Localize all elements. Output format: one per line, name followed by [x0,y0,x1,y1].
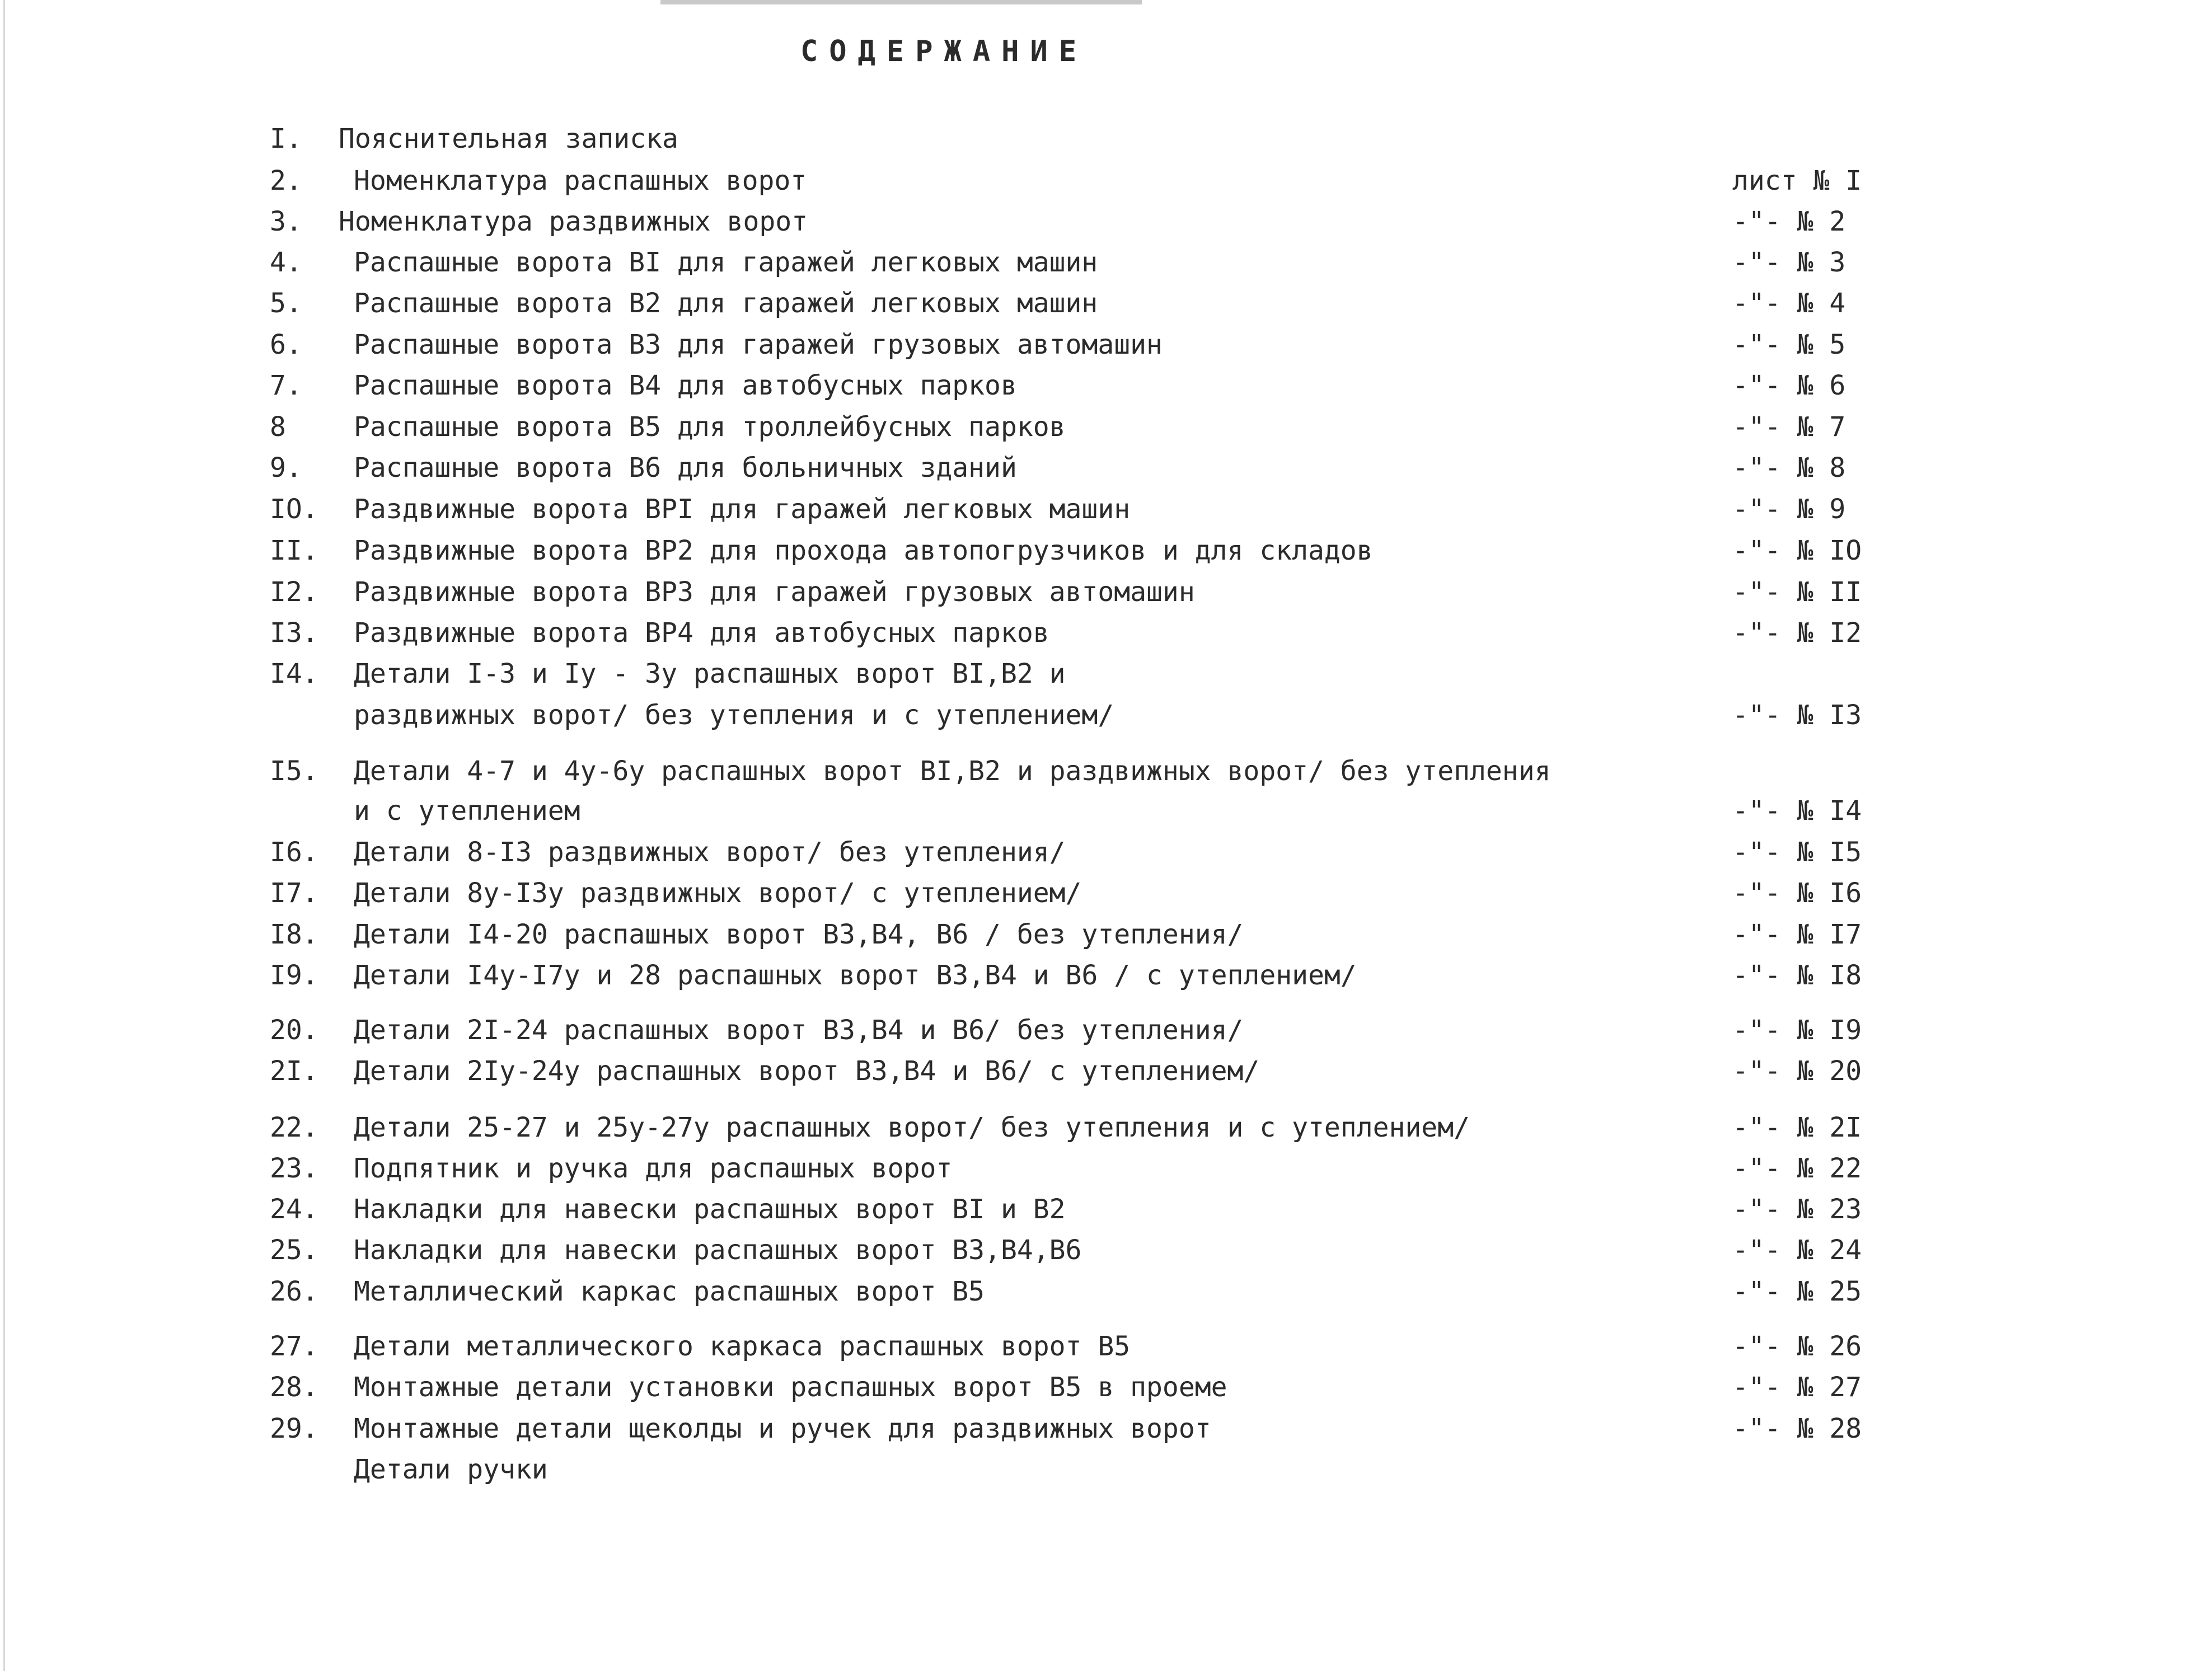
toc-entry [0,409,2212,445]
entry-number: 24. [270,1194,318,1225]
toc-entry-continuation [0,697,2212,734]
entry-text: Детали 4-7 и 4у-6у распашных ворот BI,B2 и раздвижных ворот/ без утепления [354,755,1551,787]
entry-number: 6. [270,329,302,360]
entry-sheet: -"- № 4 [1732,288,1846,319]
entry-sheet: -"- № 27 [1732,1372,1862,1403]
entry-sheet: -"- № I2 [1732,617,1862,649]
toc-entry [0,875,2212,912]
entry-number: 25. [270,1235,318,1266]
entry-text: Детали 8-I3 раздвижных ворот/ без утепления/ [354,837,1066,868]
entry-text: Детали 2I-24 распашных ворот B3,B4 и B6/ без утепления/ [354,1015,1244,1046]
toc-entry [0,162,2212,199]
toc-entry [0,244,2212,281]
entry-text: Распашные ворота B3 для гаражей грузовых автомашин [354,329,1163,360]
toc-entry [0,285,2212,322]
entry-text: Пояснительная записка [339,123,678,154]
toc-entry [0,367,2212,404]
entry-text: и с утеплением [354,795,580,827]
entry-number: I8. [270,919,318,950]
entry-number: 7. [270,370,302,401]
toc-entry [0,1012,2212,1049]
entry-number: 5. [270,288,302,319]
toc-entry [0,1328,2212,1365]
toc-entry-continuation [0,1451,2212,1488]
entry-text: Подпятник и ручка для распашных ворот [354,1153,953,1184]
toc-entry [0,532,2212,569]
entry-number: 29. [270,1413,318,1444]
entry-number: I7. [270,877,318,909]
entry-sheet: -"- № 2I [1732,1112,1862,1143]
entry-text: Детали 2Iу-24у распашных ворот B3,B4 и B6/ с утеплением/ [354,1055,1260,1087]
toc-entry [0,1232,2212,1269]
entry-text: Детали 8у-I3у раздвижных ворот/ с утеплением/ [354,877,1082,909]
toc-entry [0,326,2212,363]
entry-sheet: -"- № I3 [1732,700,1862,731]
entry-sheet: -"- № 5 [1732,329,1846,360]
toc-entry [0,916,2212,953]
entry-number: 26. [270,1276,318,1307]
entry-text: Монтажные детали установки распашных ворот B5 в проеме [354,1372,1227,1403]
toc-entry [0,1109,2212,1146]
entry-text: Монтажные детали щеколды и ручек для раздвижных ворот [354,1413,1211,1444]
entry-sheet: -"- № I9 [1732,1015,1862,1046]
entry-text: Распашные ворота B4 для автобусных парков [354,370,1017,401]
toc-entry [0,1191,2212,1228]
toc-entry [0,957,2212,994]
entry-text: Детали I-3 и Iу - 3у распашных ворот BI,B2 и [354,658,1066,689]
toc-entry [0,120,2212,157]
toc-entry-continuation [0,792,2212,829]
entry-text: Накладки для навески распашных ворот B3,B4,B6 [354,1235,1082,1266]
toc-entry [0,753,2212,790]
entry-number: I6. [270,837,318,868]
toc-entry [0,1053,2212,1090]
entry-sheet: -"- № 20 [1732,1055,1862,1087]
entry-number: I2. [270,576,318,608]
entry-sheet: -"- № I4 [1732,795,1862,827]
toc-entry [0,1273,2212,1310]
entry-sheet: -"- № 9 [1732,494,1846,525]
toc-entry [0,491,2212,528]
entry-sheet: -"- № I8 [1732,960,1862,991]
entry-number: 3. [270,206,302,237]
entry-number: I9. [270,960,318,991]
entry-text: раздвижных ворот/ без утепления и с утеплением/ [354,700,1114,731]
page-title: СОДЕРЖАНИЕ [800,35,1088,68]
entry-sheet: -"- № I7 [1732,919,1862,950]
toc-entry [0,1150,2212,1187]
entry-number: II. [270,535,318,566]
entry-text: Раздвижные ворота BP3 для гаражей грузовых автомашин [354,576,1195,608]
toc-entry [0,574,2212,611]
entry-sheet: -"- № 2 [1732,206,1846,237]
scan-top-mark [660,0,1142,4]
entry-sheet: -"- № 7 [1732,411,1846,443]
entry-text: Распашные ворота BI для гаражей легковых машин [354,247,1098,278]
entry-text: Номенклатура раздвижных ворот [339,206,808,237]
entry-number: 9. [270,452,302,484]
toc-entry [0,203,2212,240]
entry-text: Детали 25-27 и 25у-27у распашных ворот/ без утепления и с утеплением/ [354,1112,1470,1143]
entry-text: Распашные ворота B2 для гаражей легковых машин [354,288,1098,319]
entry-sheet: -"- № 8 [1732,452,1846,484]
entry-text: Раздвижные ворота BP4 для автобусных парков [354,617,1049,649]
entry-sheet: -"- № 25 [1732,1276,1862,1307]
entry-sheet: -"- № 26 [1732,1331,1862,1362]
entry-text: Распашные ворота B6 для больничных зданий [354,452,1017,484]
entry-number: I. [270,123,302,154]
entry-text: Распашные ворота B5 для троллейбусных парков [354,411,1066,443]
entry-sheet: -"- № 24 [1732,1235,1862,1266]
entry-sheet: -"- № 23 [1732,1194,1862,1225]
entry-number: I3. [270,617,318,649]
entry-sheet: -"- № 28 [1732,1413,1862,1444]
toc-entry [0,655,2212,692]
entry-number: 2. [270,165,302,196]
entry-number: I4. [270,658,318,689]
entry-text: Детали металлического каркаса распашных ворот B5 [354,1331,1131,1362]
toc-entry [0,449,2212,486]
entry-number: I5. [270,755,318,787]
entry-text: Раздвижные ворота BPI для гаражей легковых машин [354,494,1131,525]
entry-number: 8 [270,411,286,443]
entry-text: Металлический каркас распашных ворот B5 [354,1276,985,1307]
entry-number: 23. [270,1153,318,1184]
entry-sheet: лист № I [1732,165,1862,196]
toc-entry [0,614,2212,651]
entry-sheet: -"- № 22 [1732,1153,1862,1184]
entry-text: Накладки для навески распашных ворот BI и B2 [354,1194,1066,1225]
entry-sheet: -"- № II [1732,576,1862,608]
entry-sheet: -"- № I5 [1732,837,1862,868]
toc-entry [0,1369,2212,1406]
entry-text: Раздвижные ворота BP2 для прохода автопогрузчиков и для складов [354,535,1373,566]
entry-number: 20. [270,1015,318,1046]
entry-sheet: -"- № I6 [1732,877,1862,909]
entry-sheet: -"- № 6 [1732,370,1846,401]
toc-entry [0,834,2212,871]
entry-text: Детали ручки [354,1454,548,1485]
entry-number: 2I. [270,1055,318,1087]
entry-text: Номенклатура распашных ворот [354,165,807,196]
entry-text: Детали I4у-I7у и 28 распашных ворот B3,B4 и B6 / с утеплением/ [354,960,1357,991]
entry-sheet: -"- № IO [1732,535,1862,566]
entry-number: 28. [270,1372,318,1403]
entry-number: IO. [270,494,318,525]
entry-number: 4. [270,247,302,278]
entry-sheet: -"- № 3 [1732,247,1846,278]
entry-text: Детали I4-20 распашных ворот B3,B4, B6 / без утепления/ [354,919,1244,950]
entry-number: 22. [270,1112,318,1143]
entry-number: 27. [270,1331,318,1362]
toc-entry [0,1410,2212,1447]
